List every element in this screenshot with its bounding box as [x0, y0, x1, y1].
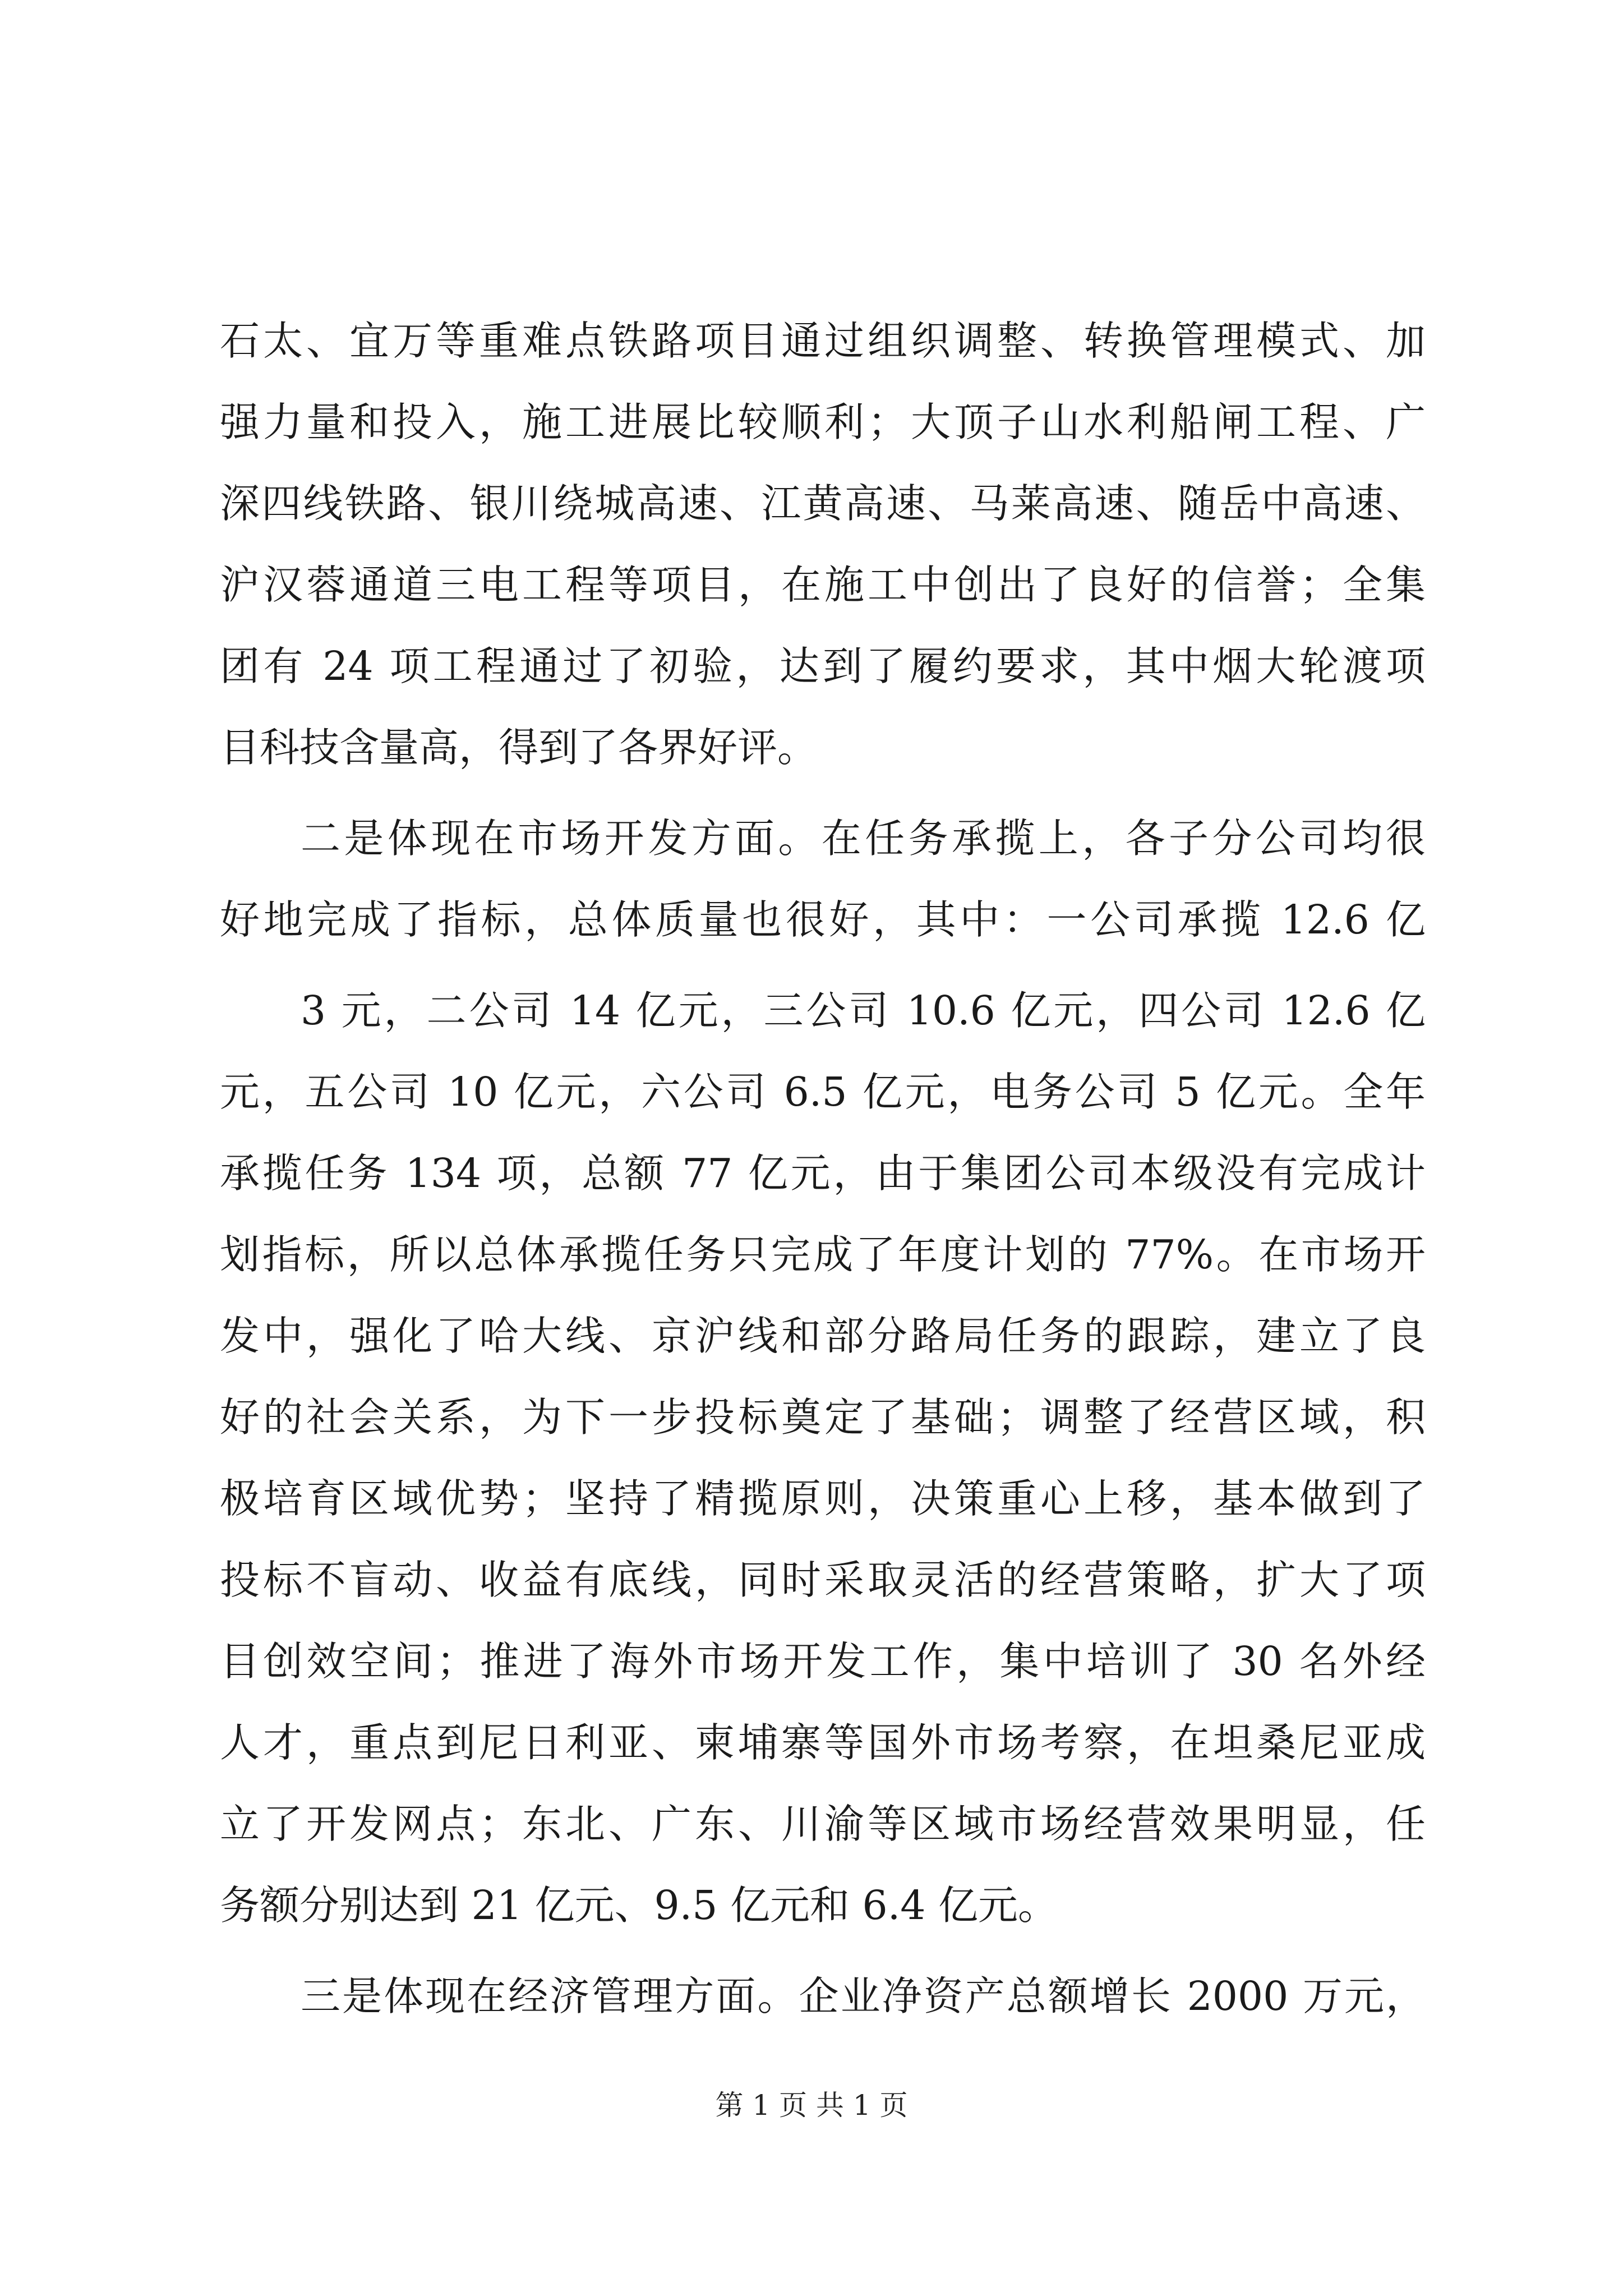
- text-line: 立了开发网点；东北、广东、川渝等区域市场经营效果明显，任: [220, 1801, 1426, 1847]
- text-line: 元，五公司 10 亿元，六公司 6.5 亿元，电务公司 5 亿元。全年: [220, 1069, 1426, 1115]
- text-line: 极培育区域优势；坚持了精揽原则，决策重心上移，基本做到了: [220, 1475, 1426, 1522]
- text-line: 强力量和投入，施工进展比较顺利；大顶子山水利船闸工程、广: [220, 399, 1426, 445]
- text-line: 深四线铁路、银川绕城高速、江黄高速、马莱高速、随岳中高速、: [220, 480, 1426, 527]
- text-line: 目创效空间；推进了海外市场开发工作，集中培训了 30 名外经: [220, 1638, 1426, 1685]
- text-line: 投标不盲动、收益有底线，同时采取灵活的经营策略，扩大了项: [220, 1557, 1426, 1603]
- text-line: 务额分别达到 21 亿元、9.5 亿元和 6.4 亿元。: [220, 1882, 1058, 1929]
- text-line: 沪汉蓉通道三电工程等项目，在施工中创出了良好的信誉；全集: [220, 562, 1426, 608]
- body-text: [220, 300, 1426, 2037]
- text-line: 人才，重点到尼日利亚、柬埔寨等国外市场考察，在坦桑尼亚成: [220, 1719, 1426, 1766]
- text-line: 石太、宜万等重难点铁路项目通过组织调整、转换管理模式、加: [220, 318, 1426, 364]
- text-line: 团有 24 项工程通过了初验，达到了履约要求，其中烟大轮渡项: [220, 643, 1426, 689]
- text-line: 划指标，所以总体承揽任务只完成了年度计划的 77%。在市场开: [220, 1231, 1426, 1278]
- text-line: 发中，强化了哈大线、京沪线和部分路局任务的跟踪，建立了良: [220, 1313, 1426, 1359]
- text-line: 承揽任务 134 项，总额 77 亿元，由于集团公司本级没有完成计: [220, 1150, 1426, 1197]
- paragraph-start-line: 二是体现在市场开发方面。在任务承揽上，各子分公司均很: [301, 815, 1426, 862]
- paragraph-start-line: 三是体现在经济管理方面。企业净资产总额增长 2000 万元，: [301, 1973, 1426, 2019]
- text-line: 好地完成了指标，总体质量也很好，其中：一公司承揽 12.6 亿: [220, 896, 1426, 943]
- page-footer: 第 1 页 共 1 页: [715, 2089, 908, 2122]
- text-line: 3 元，二公司 14 亿元，三公司 10.6 亿元，四公司 12.6 亿: [301, 987, 1426, 1034]
- text-line: 目科技含量高，得到了各界好评。: [220, 724, 818, 771]
- text-line: 好的社会关系，为下一步投标奠定了基础；调整了经营区域，积: [220, 1394, 1426, 1441]
